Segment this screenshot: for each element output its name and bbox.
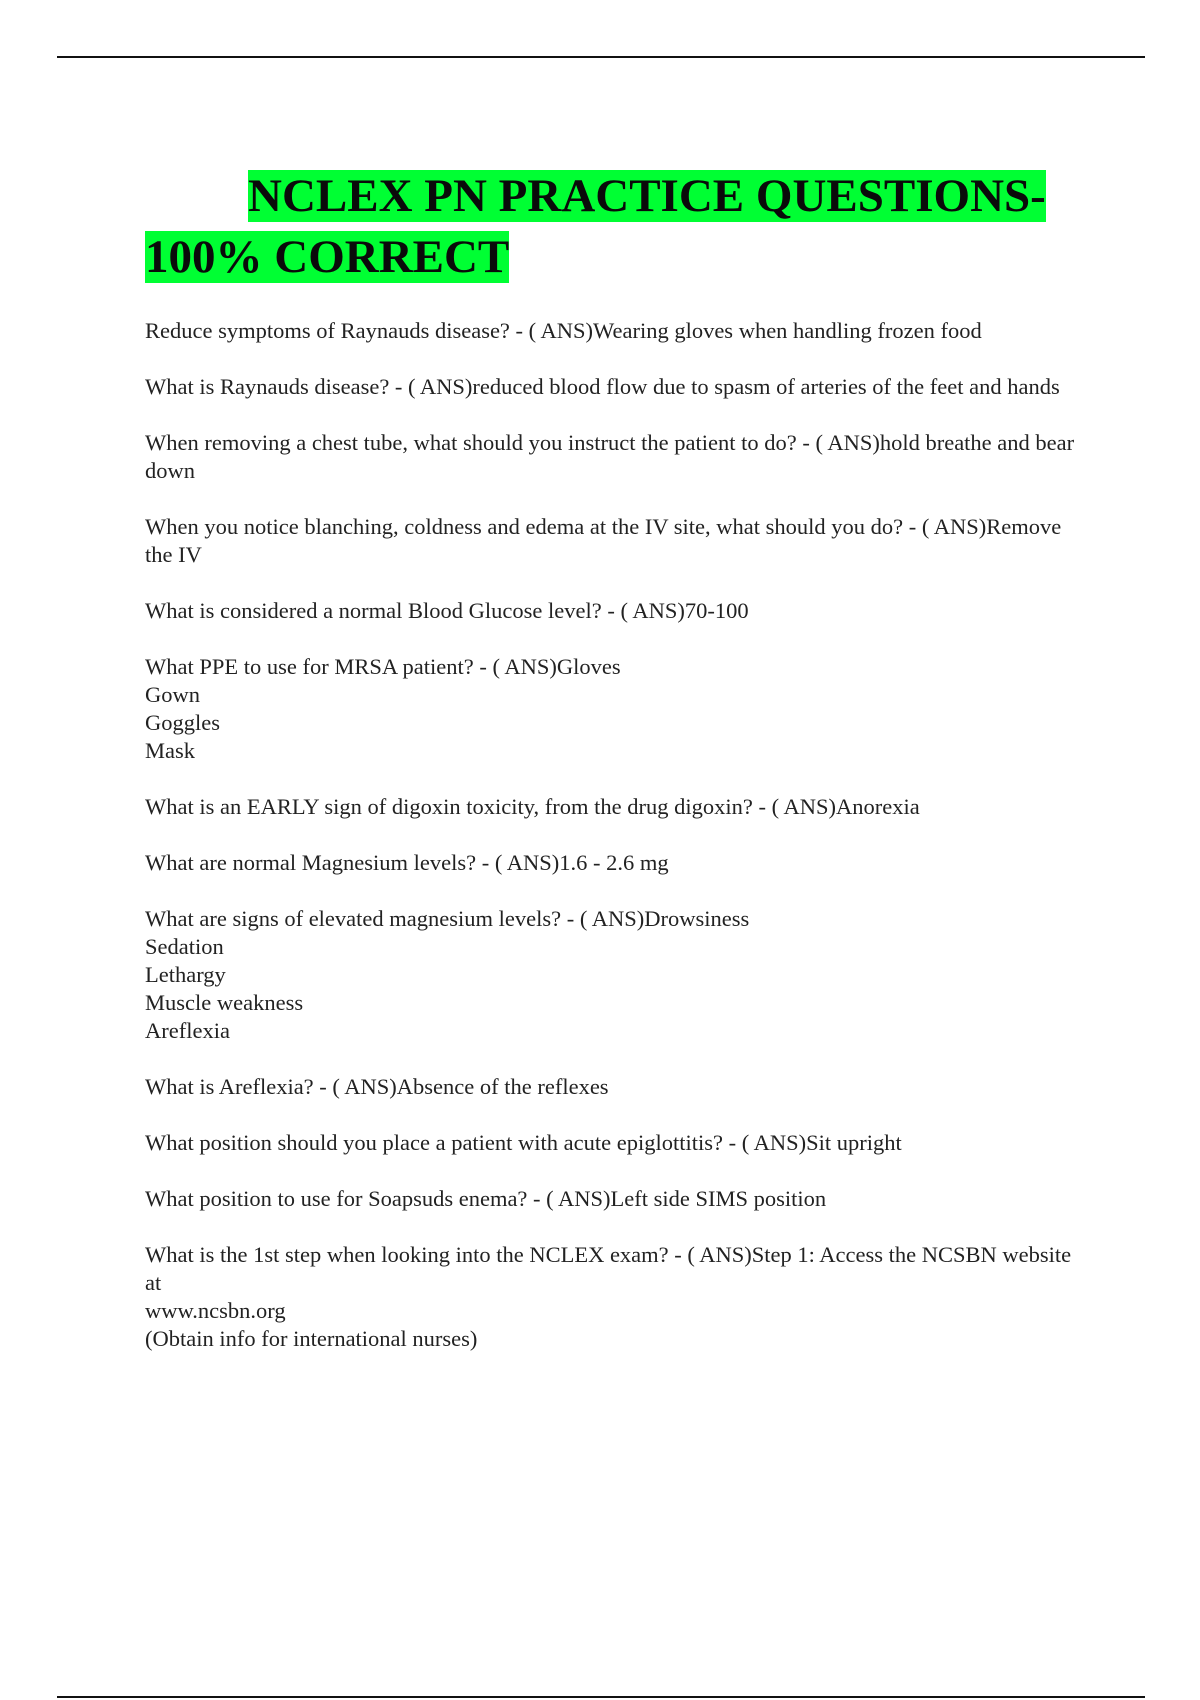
question-answer-list	[145, 317, 1075, 1381]
title-line-2: 100% CORRECT	[145, 231, 510, 283]
document-title	[145, 166, 1075, 288]
qa-item: What PPE to use for MRSA patient? - ( ANS)Gloves Gown Goggles Mask	[145, 654, 621, 763]
qa-item: What is an EARLY sign of digoxin toxicity, from the drug digoxin? - ( ANS)Anorexia	[145, 794, 920, 819]
qa-item: What is the 1st step when looking into the NCLEX exam? - ( ANS)Step 1: Access the NCSBN website at www.ncsbn.org (Obtain info for international nurses)	[145, 1242, 1072, 1351]
title-line-1: NCLEX PN PRACTICE QUESTIONS-	[248, 170, 1046, 222]
qa-item: What is Areflexia? - ( ANS)Absence of the reflexes	[145, 1074, 609, 1099]
qa-item: What are signs of elevated magnesium levels? - ( ANS)Drowsiness Sedation Lethargy Muscle weakness Areflexia	[145, 906, 750, 1043]
bottom-rule	[57, 1696, 1145, 1698]
qa-item: When removing a chest tube, what should you instruct the patient to do? - ( ANS)hold breathe and bear down	[145, 430, 1075, 483]
top-rule	[57, 56, 1145, 58]
qa-item: When you notice blanching, coldness and edema at the IV site, what should you do? - ( ANS)Remove the IV	[145, 514, 1062, 567]
qa-item: What is Raynauds disease? - ( ANS)reduced blood flow due to spasm of arteries of the feet and hands	[145, 374, 1060, 399]
qa-item: What position should you place a patient with acute epiglottitis? - ( ANS)Sit upright	[145, 1130, 902, 1155]
qa-item: What are normal Magnesium levels? - ( ANS)1.6 - 2.6 mg	[145, 850, 669, 875]
qa-item: What is considered a normal Blood Glucose level? - ( ANS)70-100	[145, 598, 749, 623]
qa-item: What position to use for Soapsuds enema? - ( ANS)Left side SIMS position	[145, 1186, 827, 1211]
qa-item: Reduce symptoms of Raynauds disease? - ( ANS)Wearing gloves when handling frozen food	[145, 318, 982, 343]
